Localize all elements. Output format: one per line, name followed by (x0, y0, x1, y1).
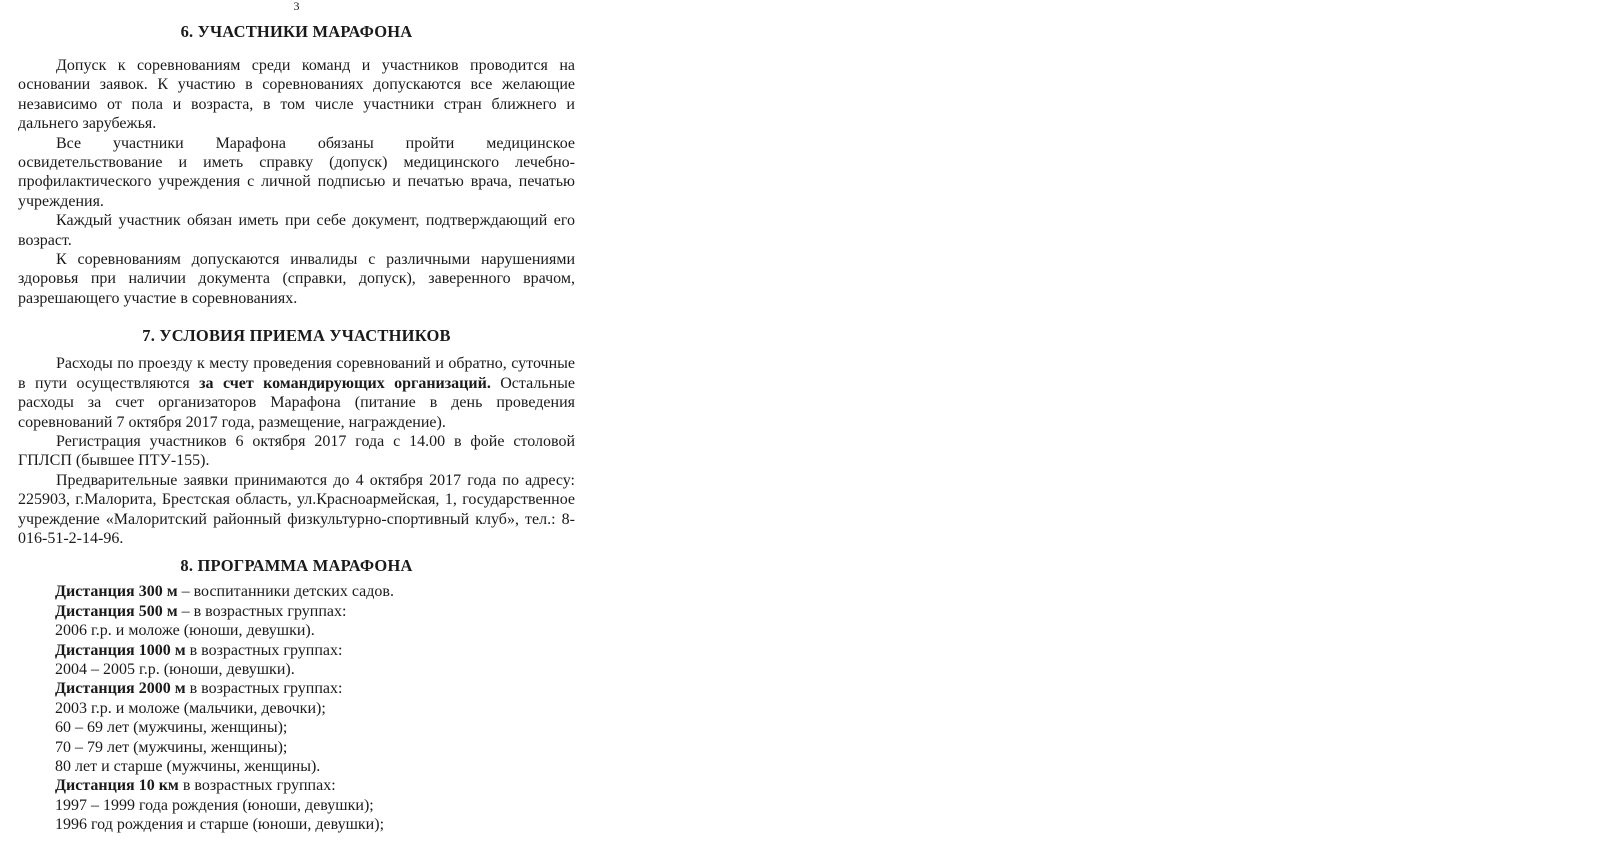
paragraph: Каждый участник обязан иметь при себе документ, подтверждающий его возраст. (18, 212, 575, 249)
item-text: 60 – 69 лет (мужчины, женщины); (55, 719, 288, 737)
distance-label: Дистанция 10 км (55, 777, 179, 795)
page-number: 3 (293, 0, 300, 13)
list-item (55, 718, 575, 737)
paragraph: Все участники Марафона обязаны пройти медицинское освидетельствование и иметь справку (допуск) медицинского лечебно-профилактического учреждения с личной подписью и печатью врача, печатью учреждения. (18, 134, 575, 210)
section-program (18, 556, 575, 834)
bold-text-run: за счет командирующих организаций. (199, 374, 491, 392)
item-text: 70 – 79 лет (мужчины, женщины); (55, 738, 288, 756)
section-participants (18, 22, 575, 308)
section-title: 6. УЧАСТНИКИ МАРАФОНА (180, 22, 413, 41)
list-item (55, 757, 575, 776)
paragraph (18, 354, 575, 432)
item-text: 2006 г.р. и моложе (юноши, девушки). (55, 622, 315, 640)
list-item (55, 776, 575, 795)
section-title: 8. ПРОГРАММА МАРАФОНА (180, 556, 413, 576)
paragraph: Предварительные заявки принимаются до 4 октября 2017 года по адресу: 225903, г.Малорита, Брестская область, ул.Красноармейская, 1, государственное учреждение «Малоритский районный физкультурно-спортивный клуб», тел.: 8-016-51-2-14-96. (18, 471, 575, 547)
list-item (55, 621, 575, 640)
distance-label: Дистанция 2000 м (55, 680, 186, 698)
list-item (55, 641, 575, 660)
item-text: 2004 – 2005 г.р. (юноши, девушки). (55, 660, 295, 678)
section-title: 7. УСЛОВИЯ ПРИЕМА УЧАСТНИКОВ (142, 326, 451, 346)
item-text: – в возрастных группах: (177, 602, 347, 620)
list-item (55, 699, 575, 718)
list-item (55, 660, 575, 679)
program-list (18, 582, 575, 834)
text-run: Остальные расходы за счет организаторов Марафона (питание в день проведения соревнований 7 октября 2017 года, размещение, награждение). (18, 374, 576, 431)
document-body (18, 0, 575, 835)
section-conditions (18, 326, 575, 548)
paragraph: Допуск к соревнованиям среди команд и участников проводится на основании заявок. К участию в соревнованиях допускаются все желающие независимо от пола и возраста, в том числе участники стран ближнего и дальнего зарубежья. (18, 57, 575, 133)
item-text: 1996 год рождения и старше (юноши, девушки); (55, 816, 385, 834)
text-run: Расходы по проезду к месту проведения соревнований и обратно, суточные в пути осуществляются (18, 355, 575, 392)
list-item (55, 582, 575, 601)
item-text: в возрастных группах: (185, 641, 343, 659)
paragraph: К соревнованиям допускаются инвалиды с различными нарушениями здоровья при наличии документа (справки, допуск), заверенного врачом, разрешающего участие в соревнованиях. (18, 251, 575, 307)
distance-label: Дистанция 300 м (55, 583, 178, 601)
list-item (55, 796, 575, 815)
list-item (55, 738, 575, 757)
distance-label: Дистанция 500 м (55, 602, 178, 620)
distance-label: Дистанция 1000 м (55, 641, 186, 659)
list-item (55, 679, 575, 698)
list-item (55, 815, 575, 834)
item-text: 1997 – 1999 года рождения (юноши, девушки); (55, 796, 374, 814)
item-text: 80 лет и старше (мужчины, женщины). (55, 758, 321, 775)
item-text: в возрастных группах: (185, 680, 343, 698)
item-text: – воспитанники детских садов. (177, 583, 394, 601)
paragraph: Регистрация участников 6 октября 2017 года с 14.00 в фойе столовой ГПЛСП (бывшее ПТУ-155). (18, 432, 575, 470)
list-item (55, 602, 575, 621)
item-text: 2003 г.р. и моложе (мальчики, девочки); (55, 699, 326, 717)
item-text: в возрастных группах: (178, 777, 336, 795)
